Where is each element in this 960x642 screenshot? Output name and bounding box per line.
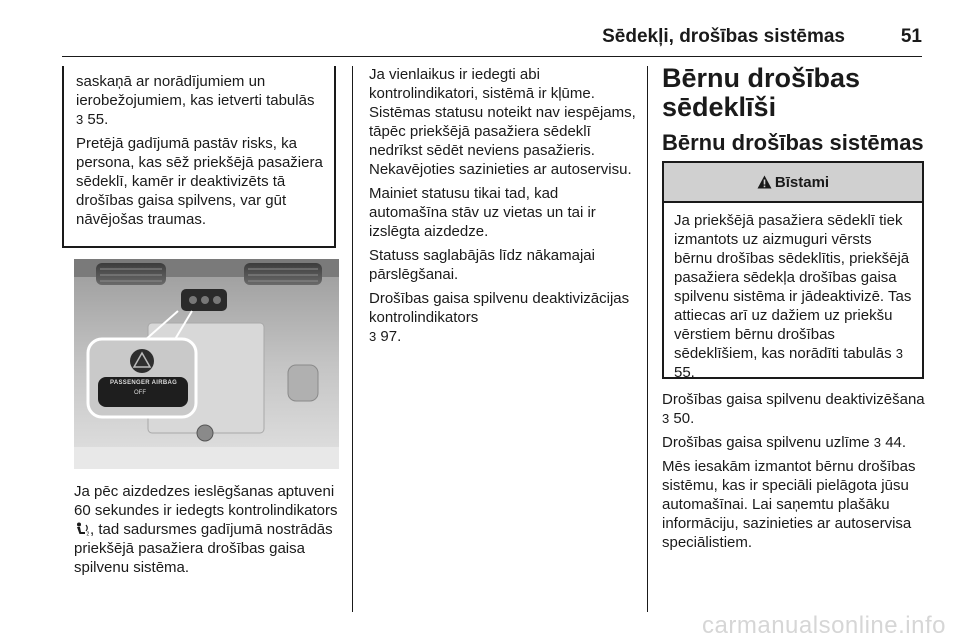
- warning-paragraph-1: saskaņā ar norādījumiem un ierobežojumiem, kas ietverti tabulās 3 55.: [76, 73, 315, 128]
- airbag-deactivation-ref: Drošības gaisa spilvenu deaktivizēšana 3 50.: [662, 391, 925, 427]
- watermark: carmanualsonline.info: [702, 612, 946, 639]
- panel-label-off: OFF: [134, 390, 146, 396]
- danger-box-body: [664, 203, 922, 382]
- page-ref-icon: 3: [662, 411, 670, 426]
- recommendation-paragraph: Mēs iesakām izmantot bērnu drošības sistēmu, kas ir speciāli pielāgota jūsu automašīnai. Lai saņemtu plašāku informāciju, sazinieties ar autoservisa speciālistiem.: [662, 458, 916, 551]
- page-ref-icon: 3: [76, 112, 84, 127]
- airbag-indicator-photo: [74, 259, 339, 469]
- warning-triangle-icon: [757, 174, 772, 191]
- header-rule: [62, 56, 922, 57]
- column-1-body: [74, 482, 344, 577]
- deactivation-indicator-paragraph: Drošības gaisa spilvenu deaktivizācijas kontrolindikators 3 97.: [369, 290, 630, 345]
- section-heading: Bērnu drošības sēdeklīši: [662, 63, 861, 122]
- airbag-label-ref: Drošības gaisa spilvenu uzlīme 3 44.: [662, 434, 907, 451]
- danger-box: [662, 161, 924, 379]
- danger-box-title: Bīstami: [774, 173, 830, 191]
- page-ref-link[interactable]: 55.: [87, 111, 109, 128]
- warning-paragraph-2: Pretējā gadījumā pastāv risks, ka persona, kas sēž priekšējā pasažiera sēdeklī, kamēr ir deaktivizēts tā drošības gaisa spilvens, var gūt nāvējošas traumas.: [76, 135, 323, 228]
- warning-box-continued: [62, 66, 336, 248]
- danger-box-header: [664, 163, 922, 203]
- page-ref-link[interactable]: 55.: [674, 364, 695, 381]
- panel-label-passenger-airbag: PASSENGER AIRBAG: [110, 380, 178, 386]
- column-separator-2: [647, 66, 648, 612]
- fault-paragraph: Ja vienlaikus ir iedegti abi kontrolindikatori, sistēmā ir kļūme. Sistēmas statusu noteikt nav iespējams, tāpēc priekšējā pasažiera sēdeklī nedrīkst sēdēt neviens pasažieris. Nekavējoties sazinieties ar autoservisu.: [369, 66, 636, 178]
- page-ref-icon: 3: [895, 346, 904, 361]
- running-header-title: Sēdekļi, drošības sistēmas: [602, 26, 845, 47]
- column-2-body: [369, 65, 637, 346]
- change-status-paragraph: Mainiet statusu tikai tad, kad automašīna stāv uz vietas un tai ir izslēgta aizdedze.: [369, 185, 596, 240]
- page-ref-icon: 3: [369, 329, 377, 344]
- indicator-paragraph: Ja pēc aizdedzes ieslēgšanas aptuveni 60 sekundes ir iedegts kontrolindikators 2 , tad sadursmes gadījumā nostrādās priekšējā pasažiera drošības gaisa spilvenu sistēma.: [74, 483, 338, 576]
- page-ref-link[interactable]: 44.: [885, 434, 907, 451]
- svg-text:2: 2: [86, 531, 90, 536]
- page-number: 51: [900, 26, 922, 47]
- subsection-heading: Bērnu drošības sistēmas: [662, 130, 924, 155]
- page-ref-link[interactable]: 97.: [380, 328, 402, 345]
- column-separator-1: [352, 66, 353, 612]
- status-saved-paragraph: Statuss saglabājās līdz nākamajai pārslēgšanai.: [369, 247, 595, 283]
- page-ref-icon: 3: [873, 435, 882, 450]
- page-ref-link[interactable]: 50.: [673, 410, 695, 427]
- column-3-body: [662, 390, 932, 552]
- airbag-seat-indicator-icon: [74, 521, 90, 538]
- danger-paragraph: Ja priekšējā pasažiera sēdeklī tiek izmantots uz aizmuguri vērsts bērnu drošības sēdeklītis, priekšējā pasažiera sēdekļa drošības gaisa spilvenu sistēma ir jādeaktivizē. Tas attiecas arī uz dažiem uz priekšu vērstiem bērnu drošības sēdeklīšiem, kas norādīti tabulās 3 55.: [674, 212, 912, 381]
